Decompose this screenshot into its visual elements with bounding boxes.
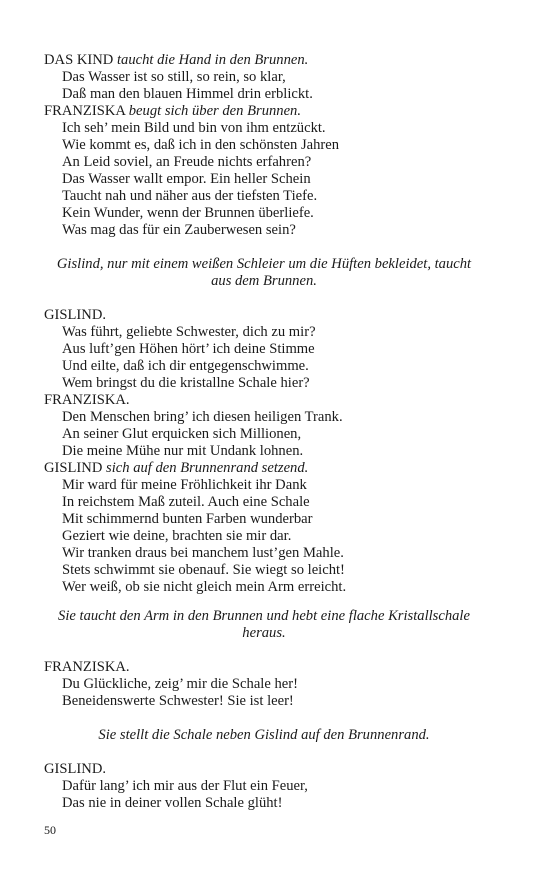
verse-line: Dafür lang’ ich mir aus der Flut ein Feuer,	[62, 778, 308, 794]
verse-line: Den Menschen bring’ ich diesen heiligen Trank.	[62, 409, 343, 425]
verse-line: An Leid soviel, an Freude nichts erfahren?	[62, 154, 312, 170]
verse-line: Mit schimmernd bunten Farben wunderbar	[62, 511, 313, 527]
verse-line: Wie kommt es, daß ich in den schönsten Jahren	[62, 137, 340, 153]
verse-line: Und eilte, daß ich dir entgegenschwimme.	[62, 358, 309, 374]
speaker-name: FRANZISKA	[44, 103, 126, 119]
verse-line: Die meine Mühe nur mit Undank lohnen.	[62, 443, 304, 459]
speaker-line	[44, 307, 106, 324]
verse-line: Wem bringst du die kristallne Schale hier?	[62, 375, 310, 391]
speaker-name: GISLIND	[44, 460, 103, 476]
speaker-name: GISLIND.	[44, 307, 107, 323]
verse-line: Das nie in deiner vollen Schale glüht!	[62, 795, 283, 811]
verse-line: Daß man den blauen Himmel drin erblickt.	[62, 86, 313, 102]
verse-line: An seiner Glut erquicken sich Millionen,	[62, 426, 302, 442]
verse-line: Taucht nah und näher aus der tiefsten Tiefe.	[62, 188, 318, 204]
page-number: 50	[44, 823, 56, 837]
stage-direction: Gislind, nur mit einem weißen Schleier um die Hüften bekleidet, taucht	[56, 256, 472, 272]
stage-direction: aus dem Brunnen.	[211, 273, 317, 289]
stage-direction-inline: beugt sich über den Brunnen.	[128, 103, 302, 119]
stage-direction: Sie taucht den Arm in den Brunnen und hebt eine flache Kristallschale	[58, 608, 470, 624]
verse-line: In reichstem Maß zuteil. Auch eine Schale	[62, 494, 310, 510]
verse-line: Mir ward für meine Fröhlichkeit ihr Dank	[62, 477, 307, 493]
verse-line: Das Wasser wallt empor. Ein heller Schein	[62, 171, 311, 187]
speaker-line	[44, 659, 130, 676]
speaker-name: FRANZISKA.	[44, 392, 130, 408]
verse-line: Das Wasser ist so still, so rein, so klar,	[62, 69, 286, 85]
verse-line: Geziert wie deine, brachten sie mir dar.	[62, 528, 292, 544]
speaker-name: FRANZISKA.	[44, 659, 130, 675]
speaker-line	[44, 52, 308, 69]
verse-line: Kein Wunder, wenn der Brunnen überliefe.	[62, 205, 314, 221]
speaker-line	[44, 392, 130, 409]
speaker-name: GISLIND.	[44, 761, 107, 777]
speaker-line	[44, 761, 106, 778]
speaker-line	[44, 460, 308, 477]
verse-line: Aus luft’gen Höhen hört’ ich deine Stimme	[62, 341, 315, 357]
verse-line: Was mag das für ein Zauberwesen sein?	[62, 222, 296, 238]
verse-line: Was führt, geliebte Schwester, dich zu mir?	[62, 324, 316, 340]
verse-line: Ich seh’ mein Bild und bin von ihm entzückt.	[62, 120, 326, 136]
speaker-name: DAS KIND	[44, 52, 114, 68]
verse-line: Wir tranken draus bei manchem lust’gen Mahle.	[62, 545, 344, 561]
stage-direction-inline: sich auf den Brunnenrand setzend.	[106, 460, 309, 476]
stage-direction-inline: taucht die Hand in den Brunnen.	[116, 52, 309, 68]
stage-direction: Sie stellt die Schale neben Gislind auf den Brunnenrand.	[98, 727, 430, 743]
verse-line: Beneidenswerte Schwester! Sie ist leer!	[62, 693, 294, 709]
verse-line: Stets schwimmt sie obenauf. Sie wiegt so leicht!	[62, 562, 345, 578]
speaker-line	[44, 103, 301, 120]
verse-line: Wer weiß, ob sie nicht gleich mein Arm erreicht.	[62, 579, 347, 595]
verse-line: Du Glückliche, zeig’ mir die Schale her!	[62, 676, 298, 692]
stage-direction: heraus.	[242, 625, 286, 641]
